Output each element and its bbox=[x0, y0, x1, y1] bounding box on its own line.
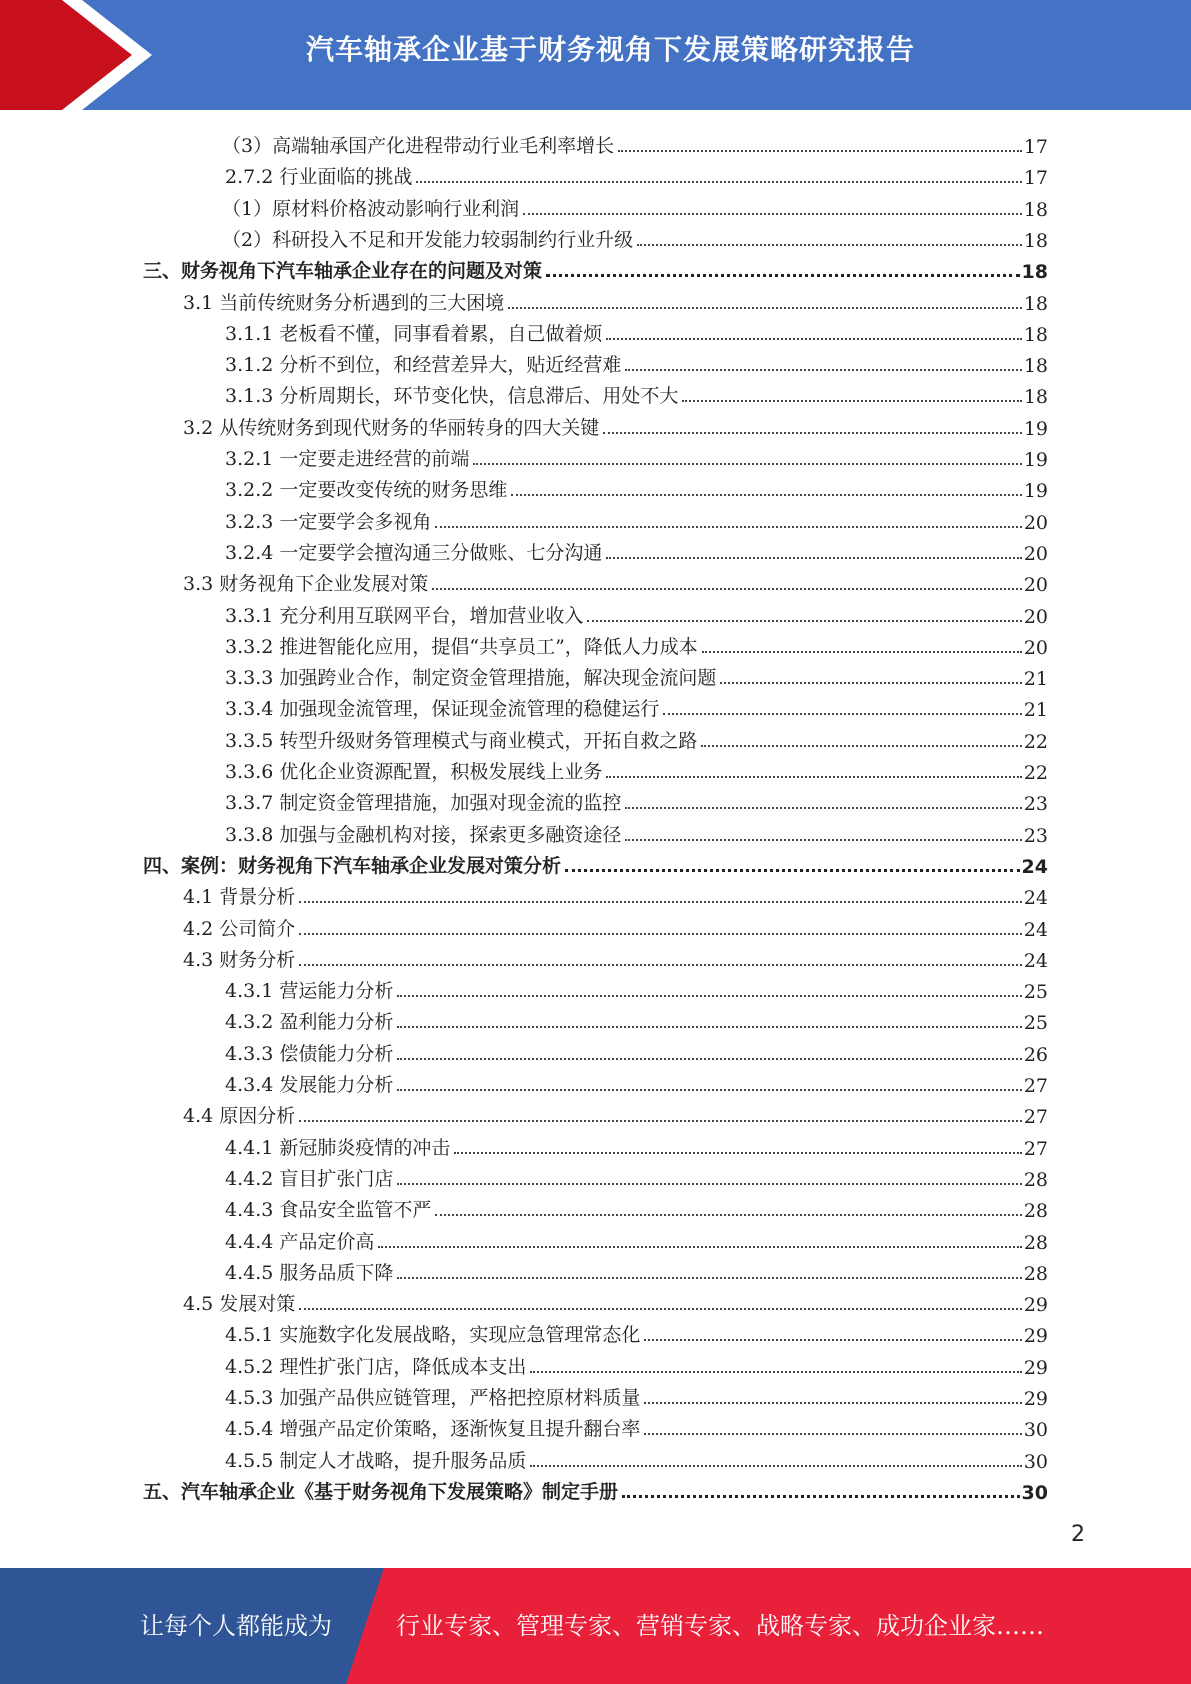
toc-dot-leader bbox=[435, 1214, 1021, 1216]
toc-entry-page: 28 bbox=[1023, 1232, 1048, 1254]
toc-entry-label: 四、案例：财务视角下汽车轴承企业发展对策分析 bbox=[143, 855, 562, 877]
toc-entry-page: 30 bbox=[1023, 1419, 1048, 1441]
toc-entry[interactable] bbox=[222, 190, 1048, 221]
toc-entry[interactable] bbox=[225, 1003, 1048, 1034]
toc-entry[interactable] bbox=[225, 1066, 1048, 1097]
toc-entry-label: 3.2.2 一定要改变传统的财务思维 bbox=[225, 479, 508, 501]
toc-entry-page: 24 bbox=[1021, 856, 1048, 878]
page-footer bbox=[0, 1568, 1191, 1684]
toc-entry[interactable] bbox=[225, 628, 1048, 659]
toc-dot-leader bbox=[299, 1120, 1022, 1122]
toc-entry-label: 4.5.3 加强产品供应链管理，严格把控原材料质量 bbox=[225, 1387, 641, 1409]
toc-entry-page: 20 bbox=[1023, 606, 1048, 628]
toc-entry-page: 30 bbox=[1021, 1482, 1048, 1504]
toc-entry-page: 30 bbox=[1023, 1451, 1048, 1473]
toc-dot-leader bbox=[644, 1339, 1021, 1341]
toc-entry-page: 27 bbox=[1023, 1138, 1048, 1160]
toc-entry-label: 3.1.3 分析周期长，环节变化快，信息滞后、用处不大 bbox=[225, 385, 679, 407]
toc-dot-leader bbox=[603, 432, 1022, 434]
toc-dot-leader bbox=[299, 964, 1022, 966]
toc-entry-page: 23 bbox=[1023, 793, 1048, 815]
toc-entry[interactable] bbox=[183, 409, 1048, 440]
toc-entry-page: 18 bbox=[1023, 293, 1048, 315]
toc-entry[interactable] bbox=[225, 1160, 1048, 1191]
toc-entry-page: 24 bbox=[1023, 950, 1048, 972]
toc-entry[interactable] bbox=[183, 565, 1048, 596]
toc-entry-page: 29 bbox=[1023, 1294, 1048, 1316]
toc-entry-label: 4.3.1 营运能力分析 bbox=[225, 980, 394, 1002]
toc-entry[interactable] bbox=[225, 722, 1048, 753]
toc-entry-label: 3.3.7 制定资金管理措施，加强对现金流的监控 bbox=[225, 792, 622, 814]
toc-dot-leader bbox=[530, 1465, 1021, 1467]
toc-dot-leader bbox=[435, 526, 1021, 528]
toc-entry[interactable] bbox=[225, 1223, 1048, 1254]
toc-entry-label: 4.4.3 食品安全监管不严 bbox=[225, 1199, 432, 1221]
toc-dot-leader bbox=[625, 839, 1021, 841]
toc-entry-label: 4.2 公司简介 bbox=[183, 918, 296, 940]
toc-dot-leader bbox=[397, 1277, 1021, 1279]
toc-entry-page: 29 bbox=[1023, 1357, 1048, 1379]
toc-entry-page: 18 bbox=[1023, 199, 1048, 221]
toc-entry[interactable] bbox=[225, 597, 1048, 628]
toc-entry-label: 4.5.4 增强产品定价策略，逐渐恢复且提升翻台率 bbox=[225, 1418, 641, 1440]
toc-entry[interactable] bbox=[183, 1097, 1048, 1128]
toc-entry-label: 3.3.4 加强现金流管理，保证现金流管理的稳健运行 bbox=[225, 698, 660, 720]
toc-entry-label: 3.3.3 加强跨业合作，制定资金管理措施，解决现金流问题 bbox=[225, 667, 717, 689]
toc-entry-page: 19 bbox=[1023, 480, 1048, 502]
toc-entry-label: 3.2.4 一定要学会擅沟通三分做账、七分沟通 bbox=[225, 542, 603, 564]
toc-dot-leader bbox=[644, 1433, 1021, 1435]
toc-entry-page: 29 bbox=[1023, 1388, 1048, 1410]
toc-entry-page: 24 bbox=[1023, 887, 1048, 909]
toc-dot-leader bbox=[511, 494, 1021, 496]
page-header bbox=[0, 0, 1191, 110]
toc-entry[interactable] bbox=[225, 346, 1048, 377]
toc-entry-page: 27 bbox=[1023, 1106, 1048, 1128]
toc-entry[interactable] bbox=[225, 659, 1048, 690]
toc-entry-label: 五、汽车轴承企业《基于财务视角下发展策略》制定手册 bbox=[143, 1481, 619, 1503]
toc-entry-label: 4.4.5 服务品质下降 bbox=[225, 1262, 394, 1284]
toc-entry-label: 3.1.1 老板看不懂，同事看着累，自己做着烦 bbox=[225, 323, 603, 345]
toc-entry[interactable] bbox=[225, 816, 1048, 847]
toc-entry[interactable] bbox=[225, 1129, 1048, 1160]
toc-entry[interactable] bbox=[225, 690, 1048, 721]
toc-entry[interactable] bbox=[225, 158, 1048, 189]
toc-entry-label: 4.3.4 发展能力分析 bbox=[225, 1074, 394, 1096]
toc-entry[interactable] bbox=[225, 471, 1048, 502]
toc-dot-leader bbox=[701, 745, 1021, 747]
toc-entry-page: 18 bbox=[1023, 386, 1048, 408]
toc-entry-page: 17 bbox=[1023, 136, 1048, 158]
toc-entry[interactable] bbox=[143, 1473, 1048, 1504]
toc-entry-page: 19 bbox=[1023, 449, 1048, 471]
toc-entry[interactable] bbox=[225, 1410, 1048, 1441]
toc-entry-label: 3.2 从传统财务到现代财务的华丽转身的四大关键 bbox=[183, 417, 600, 439]
toc-entry-label: 4.4.1 新冠肺炎疫情的冲击 bbox=[225, 1137, 451, 1159]
toc-entry-label: 3.1 当前传统财务分析遇到的三大困境 bbox=[183, 292, 505, 314]
toc-entry[interactable] bbox=[225, 1348, 1048, 1379]
toc-dot-leader bbox=[625, 807, 1021, 809]
toc-entry[interactable] bbox=[225, 1254, 1048, 1285]
toc-entry-page: 25 bbox=[1023, 981, 1048, 1003]
toc-dot-leader bbox=[606, 338, 1021, 340]
toc-dot-leader bbox=[416, 181, 1021, 183]
toc-dot-leader bbox=[565, 869, 1020, 872]
toc-dot-leader bbox=[397, 1089, 1021, 1091]
toc-entry-label: 3.2.1 一定要走进经营的前端 bbox=[225, 448, 470, 470]
toc-entry-label: 4.4.2 盲目扩张门店 bbox=[225, 1168, 394, 1190]
toc-entry-page: 21 bbox=[1023, 699, 1048, 721]
toc-dot-leader bbox=[622, 1495, 1020, 1498]
toc-entry-label: （2）科研投入不足和开发能力较弱制约行业升级 bbox=[222, 229, 634, 251]
toc-entry-label: 4.3 财务分析 bbox=[183, 949, 296, 971]
toc-entry-page: 21 bbox=[1023, 668, 1048, 690]
toc-entry-page: 27 bbox=[1023, 1075, 1048, 1097]
toc-entry[interactable] bbox=[225, 315, 1048, 346]
toc-entry-label: 3.3 财务视角下企业发展对策 bbox=[183, 573, 429, 595]
toc-dot-leader bbox=[637, 244, 1022, 246]
toc-entry-page: 22 bbox=[1023, 731, 1048, 753]
toc-dot-leader bbox=[644, 1402, 1021, 1404]
toc-entry-page: 17 bbox=[1023, 167, 1048, 189]
toc-entry-label: 4.1 背景分析 bbox=[183, 886, 296, 908]
toc-dot-leader bbox=[397, 1026, 1021, 1028]
toc-entry[interactable] bbox=[225, 1379, 1048, 1410]
toc-entry-page: 29 bbox=[1023, 1325, 1048, 1347]
toc-entry-label: 3.3.6 优化企业资源配置，积极发展线上业务 bbox=[225, 761, 603, 783]
toc-dot-leader bbox=[682, 400, 1021, 402]
toc-entry-page: 28 bbox=[1023, 1263, 1048, 1285]
toc-entry-page: 26 bbox=[1023, 1044, 1048, 1066]
toc-dot-leader bbox=[508, 307, 1022, 309]
toc-entry[interactable] bbox=[225, 972, 1048, 1003]
page-number: 2 bbox=[1071, 1522, 1085, 1547]
toc-entry-page: 18 bbox=[1021, 261, 1048, 283]
toc-entry[interactable] bbox=[183, 1285, 1048, 1316]
toc-dot-leader bbox=[523, 213, 1022, 215]
toc-entry-page: 20 bbox=[1023, 574, 1048, 596]
toc-entry-label: 3.3.5 转型升级财务管理模式与商业模式，开拓自救之路 bbox=[225, 730, 698, 752]
toc-entry-label: （3）高端轴承国产化进程带动行业毛利率增长 bbox=[222, 135, 615, 157]
toc-dot-leader bbox=[702, 651, 1022, 653]
toc-dot-leader bbox=[299, 901, 1022, 903]
toc-entry-page: 23 bbox=[1023, 825, 1048, 847]
toc-entry[interactable] bbox=[225, 534, 1048, 565]
toc-dot-leader bbox=[454, 1152, 1021, 1154]
toc-entry-label: 3.3.2 推进智能化应用，提倡“共享员工”，降低人力成本 bbox=[225, 636, 698, 658]
toc-entry[interactable] bbox=[225, 1442, 1048, 1473]
toc-dot-leader bbox=[720, 682, 1021, 684]
toc-dot-leader bbox=[663, 713, 1021, 715]
toc-entry-label: 4.3.3 偿债能力分析 bbox=[225, 1043, 394, 1065]
toc-dot-leader bbox=[473, 463, 1021, 465]
toc-entry[interactable] bbox=[225, 440, 1048, 471]
toc-dot-leader bbox=[530, 1371, 1021, 1373]
toc-entry-page: 20 bbox=[1023, 637, 1048, 659]
toc-entry[interactable] bbox=[225, 1191, 1048, 1222]
toc-entry[interactable] bbox=[222, 221, 1048, 252]
toc-entry[interactable] bbox=[225, 784, 1048, 815]
toc-dot-leader bbox=[397, 1183, 1021, 1185]
toc-entry[interactable] bbox=[183, 910, 1048, 941]
toc-dot-leader bbox=[606, 776, 1021, 778]
toc-entry[interactable] bbox=[143, 252, 1048, 283]
toc-dot-leader bbox=[432, 588, 1022, 590]
toc-entry-page: 25 bbox=[1023, 1012, 1048, 1034]
toc-entry-page: 18 bbox=[1023, 355, 1048, 377]
toc-entry-label: 4.4.4 产品定价高 bbox=[225, 1231, 375, 1253]
toc-entry-page: 20 bbox=[1023, 543, 1048, 565]
toc-entry[interactable] bbox=[225, 1035, 1048, 1066]
toc-entry[interactable] bbox=[225, 503, 1048, 534]
toc-dot-leader bbox=[299, 1308, 1022, 1310]
toc-entry[interactable] bbox=[143, 847, 1048, 878]
toc-entry-label: 4.4 原因分析 bbox=[183, 1105, 296, 1127]
toc-dot-leader bbox=[587, 620, 1021, 622]
toc-dot-leader bbox=[606, 557, 1021, 559]
toc-entry-label: 3.3.8 加强与金融机构对接，探索更多融资途径 bbox=[225, 824, 622, 846]
toc-dot-leader bbox=[618, 150, 1022, 152]
toc-entry-label: 4.5 发展对策 bbox=[183, 1293, 296, 1315]
toc-entry[interactable] bbox=[183, 941, 1048, 972]
toc-entry-page: 20 bbox=[1023, 512, 1048, 534]
toc-entry-label: 4.5.5 制定人才战略，提升服务品质 bbox=[225, 1450, 527, 1472]
toc-entry-page: 18 bbox=[1023, 324, 1048, 346]
toc-entry-label: 4.3.2 盈利能力分析 bbox=[225, 1011, 394, 1033]
toc-entry[interactable] bbox=[183, 284, 1048, 315]
toc-entry-page: 28 bbox=[1023, 1169, 1048, 1191]
footer-slogan-right: 行业专家、管理专家、营销专家、战略专家、成功企业家…… bbox=[396, 1612, 1044, 1640]
toc-dot-leader bbox=[397, 995, 1021, 997]
footer-slogan-left: 让每个人都能成为 bbox=[140, 1612, 332, 1640]
toc-entry[interactable] bbox=[222, 127, 1048, 158]
toc-dot-leader bbox=[299, 933, 1022, 935]
toc-entry-label: 4.5.2 理性扩张门店，降低成本支出 bbox=[225, 1356, 527, 1378]
toc-entry-page: 22 bbox=[1023, 762, 1048, 784]
toc-entry-label: 4.5.1 实施数字化发展战略，实现应急管理常态化 bbox=[225, 1324, 641, 1346]
toc-entry[interactable] bbox=[225, 377, 1048, 408]
toc-entry[interactable] bbox=[183, 878, 1048, 909]
toc-entry-label: 3.3.1 充分利用互联网平台，增加营业收入 bbox=[225, 605, 584, 627]
toc-entry-label: （1）原材料价格波动影响行业利润 bbox=[222, 198, 520, 220]
toc-entry-page: 18 bbox=[1023, 230, 1048, 252]
header-title: 汽车轴承企业基于财务视角下发展策略研究报告 bbox=[305, 33, 915, 66]
toc-entry-label: 3.1.2 分析不到位，和经营差异大，贴近经营难 bbox=[225, 354, 622, 376]
toc-dot-leader bbox=[378, 1246, 1021, 1248]
toc-dot-leader bbox=[397, 1058, 1021, 1060]
toc-entry[interactable] bbox=[225, 1316, 1048, 1347]
toc-entry-page: 24 bbox=[1023, 919, 1048, 941]
toc-dot-leader bbox=[625, 369, 1021, 371]
toc-entry-page: 28 bbox=[1023, 1200, 1048, 1222]
toc-entry-page: 19 bbox=[1023, 418, 1048, 440]
toc-entry-label: 三、财务视角下汽车轴承企业存在的问题及对策 bbox=[143, 260, 543, 282]
toc-entry[interactable] bbox=[225, 753, 1048, 784]
toc-entry-label: 3.2.3 一定要学会多视角 bbox=[225, 511, 432, 533]
toc-dot-leader bbox=[546, 274, 1020, 277]
toc-entry-label: 2.7.2 行业面临的挑战 bbox=[225, 166, 413, 188]
